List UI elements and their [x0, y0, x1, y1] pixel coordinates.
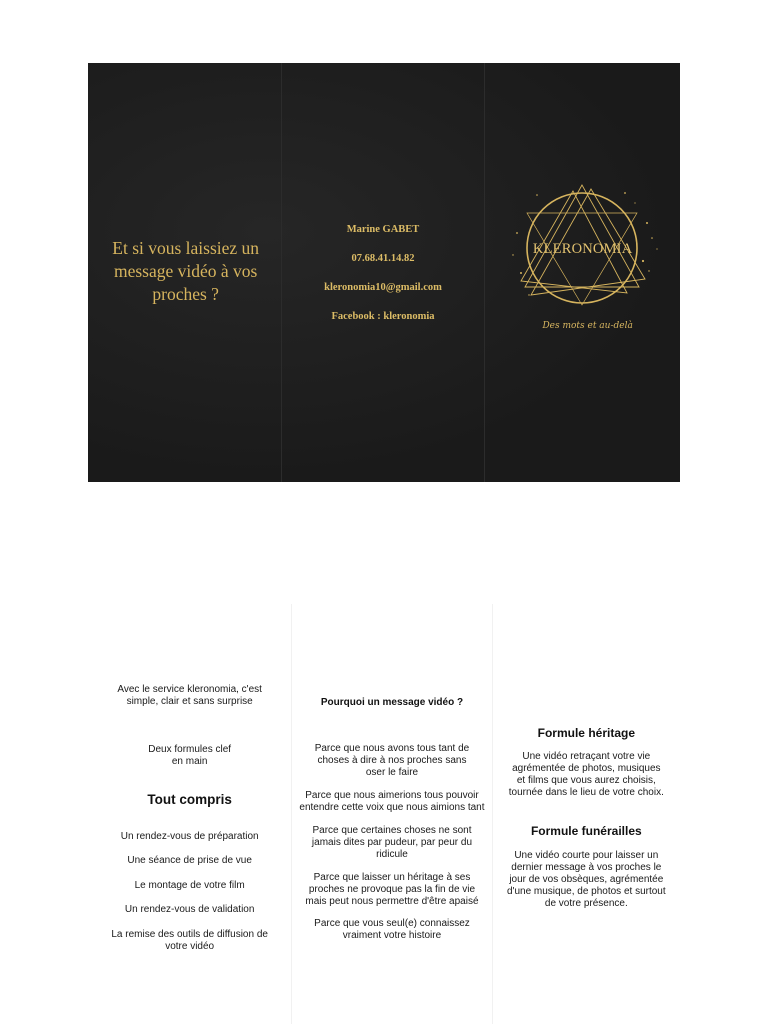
inner-column-left [88, 604, 291, 1024]
outer-panel-middle [281, 63, 483, 482]
contact-facebook: Facebook : kleronomia [331, 311, 435, 322]
outer-panel-left [88, 63, 281, 482]
inner-column-middle [291, 604, 491, 1024]
funeral-text: Une vidéo courte pour laisser un dernier message à vos proches le jour de vos obsèques, agrémentée d'une musique, de photos et surtout de votre présence. [506, 850, 666, 909]
reason-item: Parce que nous avons tous tant de choses à dire à nos proches sans oser le faire [314, 743, 470, 778]
funeral-title: Formule funérailles [530, 824, 642, 838]
contact-email: kleronomia10@gmail.com [324, 282, 442, 293]
list-item: Un rendez-vous de préparation [120, 831, 259, 842]
intro-text: Avec le service kleronomia, c'est simple, clair et sans surprise [117, 684, 262, 707]
list-item: La remise des outils de diffusion de votre vidéo [111, 929, 268, 952]
inner-column-right [492, 604, 680, 1024]
brochure-outer-side [88, 63, 680, 482]
tagline: Et si vous laissiez un message vidéo à vos proches ? [112, 238, 260, 304]
reason-item: Parce que certaines choses ne sont jamais dites par pudeur, par peur du ridicule [311, 825, 473, 860]
list-item: Un rendez-vous de validation [124, 904, 255, 915]
heritage-text: Une vidéo retraçant votre vie agrémentée de photos, musiques et films que vous aurez choisis, tournée dans le lieu de votre choix. [508, 751, 664, 798]
list-item: Le montage de votre film [134, 880, 245, 891]
brochure-inner-side [88, 604, 680, 1024]
all-inclusive-heading: Tout compris [147, 792, 232, 807]
logo-signature: Des mots et au-delà [542, 321, 633, 331]
contact-phone: 07.68.41.14.82 [351, 253, 415, 264]
logo-wordmark: KLERONOMIA [532, 241, 633, 257]
list-item: Une séance de prise de vue [127, 855, 252, 866]
outer-panel-right [484, 63, 680, 482]
reason-item: Parce que nous aimerions tous pouvoir entendre cette voix que nous aimions tant [299, 790, 485, 813]
why-video-heading: Pourquoi un message vidéo ? [320, 697, 464, 708]
contact-block [282, 223, 483, 339]
formulas-text: Deux formules clef en main [148, 744, 232, 767]
heritage-title: Formule héritage [537, 726, 635, 740]
reason-item: Parce que laisser un héritage à ses proches ne provoque pas la fin de vie mais peut nous permettre d'être apaisé [305, 872, 479, 907]
contact-name: Marine GABET [346, 224, 420, 235]
reason-item: Parce que vous seul(e) connaissez vraiment votre histoire [314, 918, 470, 941]
